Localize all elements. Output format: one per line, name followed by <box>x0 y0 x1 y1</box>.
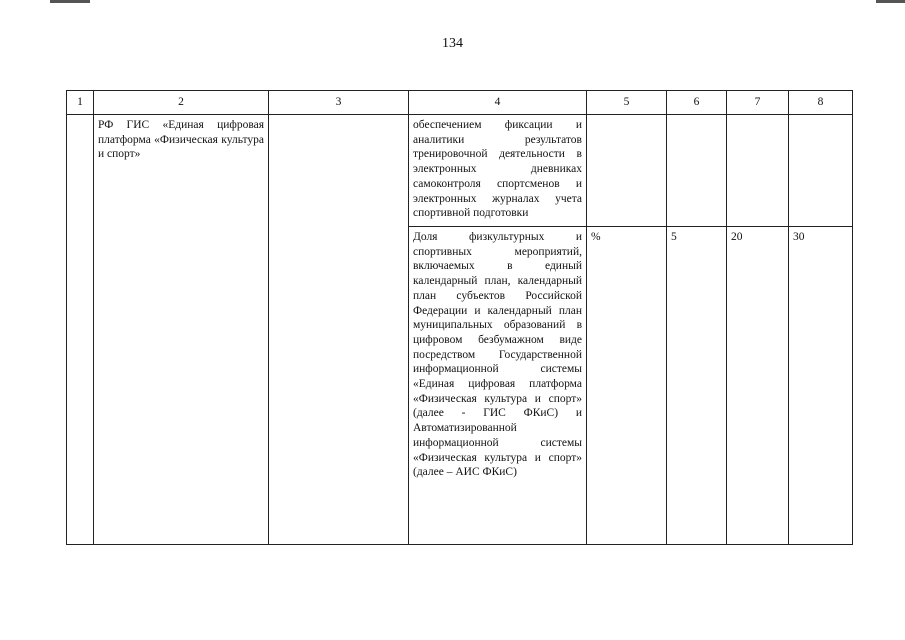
table-cell-value: 30 <box>789 227 853 545</box>
table-cell <box>269 115 409 545</box>
table-row <box>67 115 853 227</box>
scan-edge-mark <box>876 0 905 3</box>
header-row <box>67 91 853 115</box>
header-cell: 8 <box>789 91 853 115</box>
table-cell <box>727 115 789 227</box>
header-cell: 6 <box>667 91 727 115</box>
table-cell-value: 5 <box>667 227 727 545</box>
table-cell <box>67 115 94 545</box>
header-cell: 3 <box>269 91 409 115</box>
table-cell-indicator: обеспечением фиксации и аналитики результатов тренировочной деятельности в электронных дневниках самоконтроля спортсменов и электронных журналах учета спортивной подготовки <box>409 115 587 227</box>
table-cell <box>789 115 853 227</box>
header-cell: 5 <box>587 91 667 115</box>
table-cell-indicator: Доля физкультурных и спортивных мероприятий, включаемых в единый календарный план, календарный план субъектов Российской Федерации и календарный план муниципальных образований в цифровом безбумажном виде посредством Государственной информационной системы «Единая цифровая платформа «Физическая культура и спорт» (далее - ГИС ФКиС) и Автоматизированной информационной системы «Физическая культура и спорт» (далее – АИС ФКиС) <box>409 227 587 545</box>
table-cell <box>667 115 727 227</box>
data-table <box>66 90 853 545</box>
table-cell <box>587 115 667 227</box>
header-cell: 1 <box>67 91 94 115</box>
header-cell: 2 <box>94 91 269 115</box>
table-cell-unit: % <box>587 227 667 545</box>
table-cell-value: 20 <box>727 227 789 545</box>
page-number: 134 <box>442 36 463 51</box>
header-cell: 7 <box>727 91 789 115</box>
table-cell-system-name: РФ ГИС «Единая цифровая платформа «Физическая культура и спорт» <box>94 115 269 545</box>
header-cell: 4 <box>409 91 587 115</box>
scan-edge-mark <box>50 0 90 3</box>
